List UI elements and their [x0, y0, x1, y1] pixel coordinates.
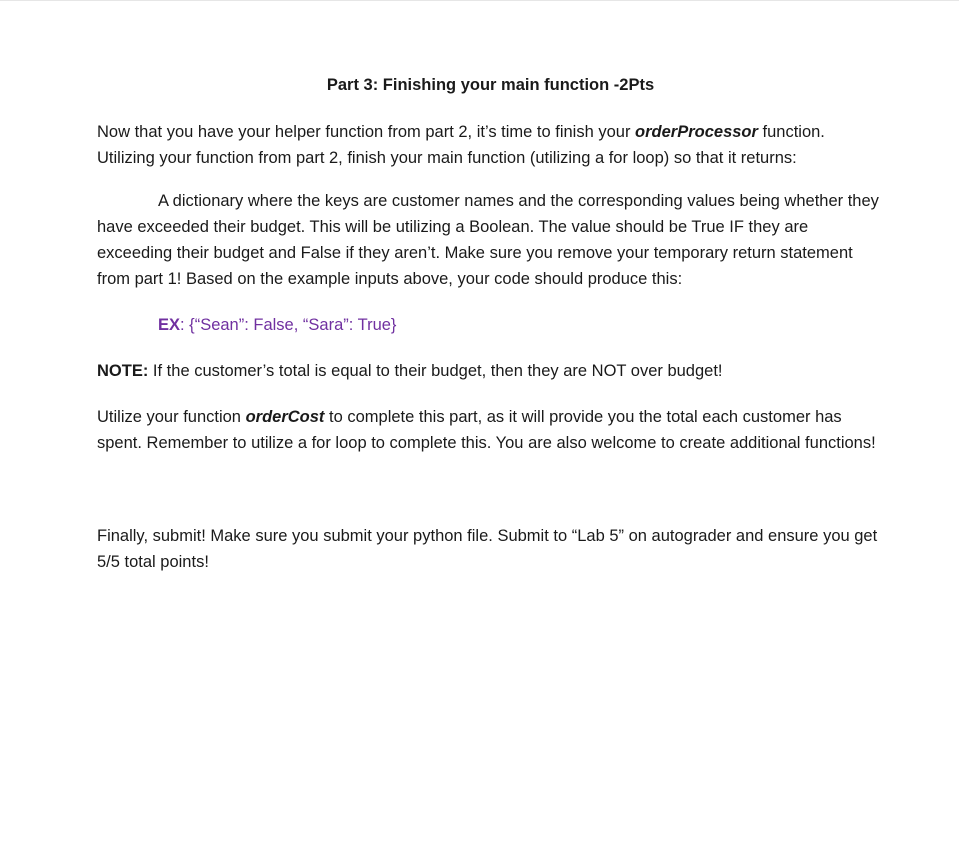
utilize-text-2: to complete this part, as it will provide you the total each customer has spent. Remember to utilize a for loop to complete this. You are also welcome to create additional functions!	[97, 408, 876, 452]
intro-function-name: orderProcessor	[635, 123, 758, 141]
note-text: If the customer’s total is equal to their budget, then they are NOT over budget!	[148, 362, 723, 380]
intro-text-2: function. Utilizing your function from part 2, finish your main function (utilizing a for loop) so that it returns:	[97, 123, 825, 167]
page-top-edge	[0, 0, 959, 1]
note-label: NOTE:	[97, 362, 149, 380]
utilize-paragraph	[97, 404, 882, 456]
note-paragraph	[97, 358, 882, 384]
utilize-text-1: Utilize your function	[97, 408, 246, 426]
example-label: EX	[158, 316, 181, 334]
example-line	[158, 312, 882, 338]
example-text: : {“Sean”: False, “Sara”: True}	[180, 316, 397, 334]
document-body	[97, 72, 882, 575]
section-title: Part 3: Finishing your main function -2Pts	[326, 76, 655, 94]
final-paragraph: Finally, submit! Make sure you submit your python file. Submit to “Lab 5” on autograder and ensure you get 5/5 total points!	[97, 527, 878, 571]
dictionary-paragraph: A dictionary where the keys are customer names and the corresponding values being whether they have exceeded their budget. This will be utilizing a Boolean. The value should be True IF they are exceeding their budget and False if they aren’t. Make sure you remove your temporary return statement from part 1! Based on the example inputs above, your code should produce this:	[97, 192, 879, 288]
intro-paragraph	[97, 119, 882, 171]
utilize-function-name: orderCost	[245, 408, 325, 426]
intro-text-1: Now that you have your helper function from part 2, it’s time to finish your	[97, 123, 636, 141]
